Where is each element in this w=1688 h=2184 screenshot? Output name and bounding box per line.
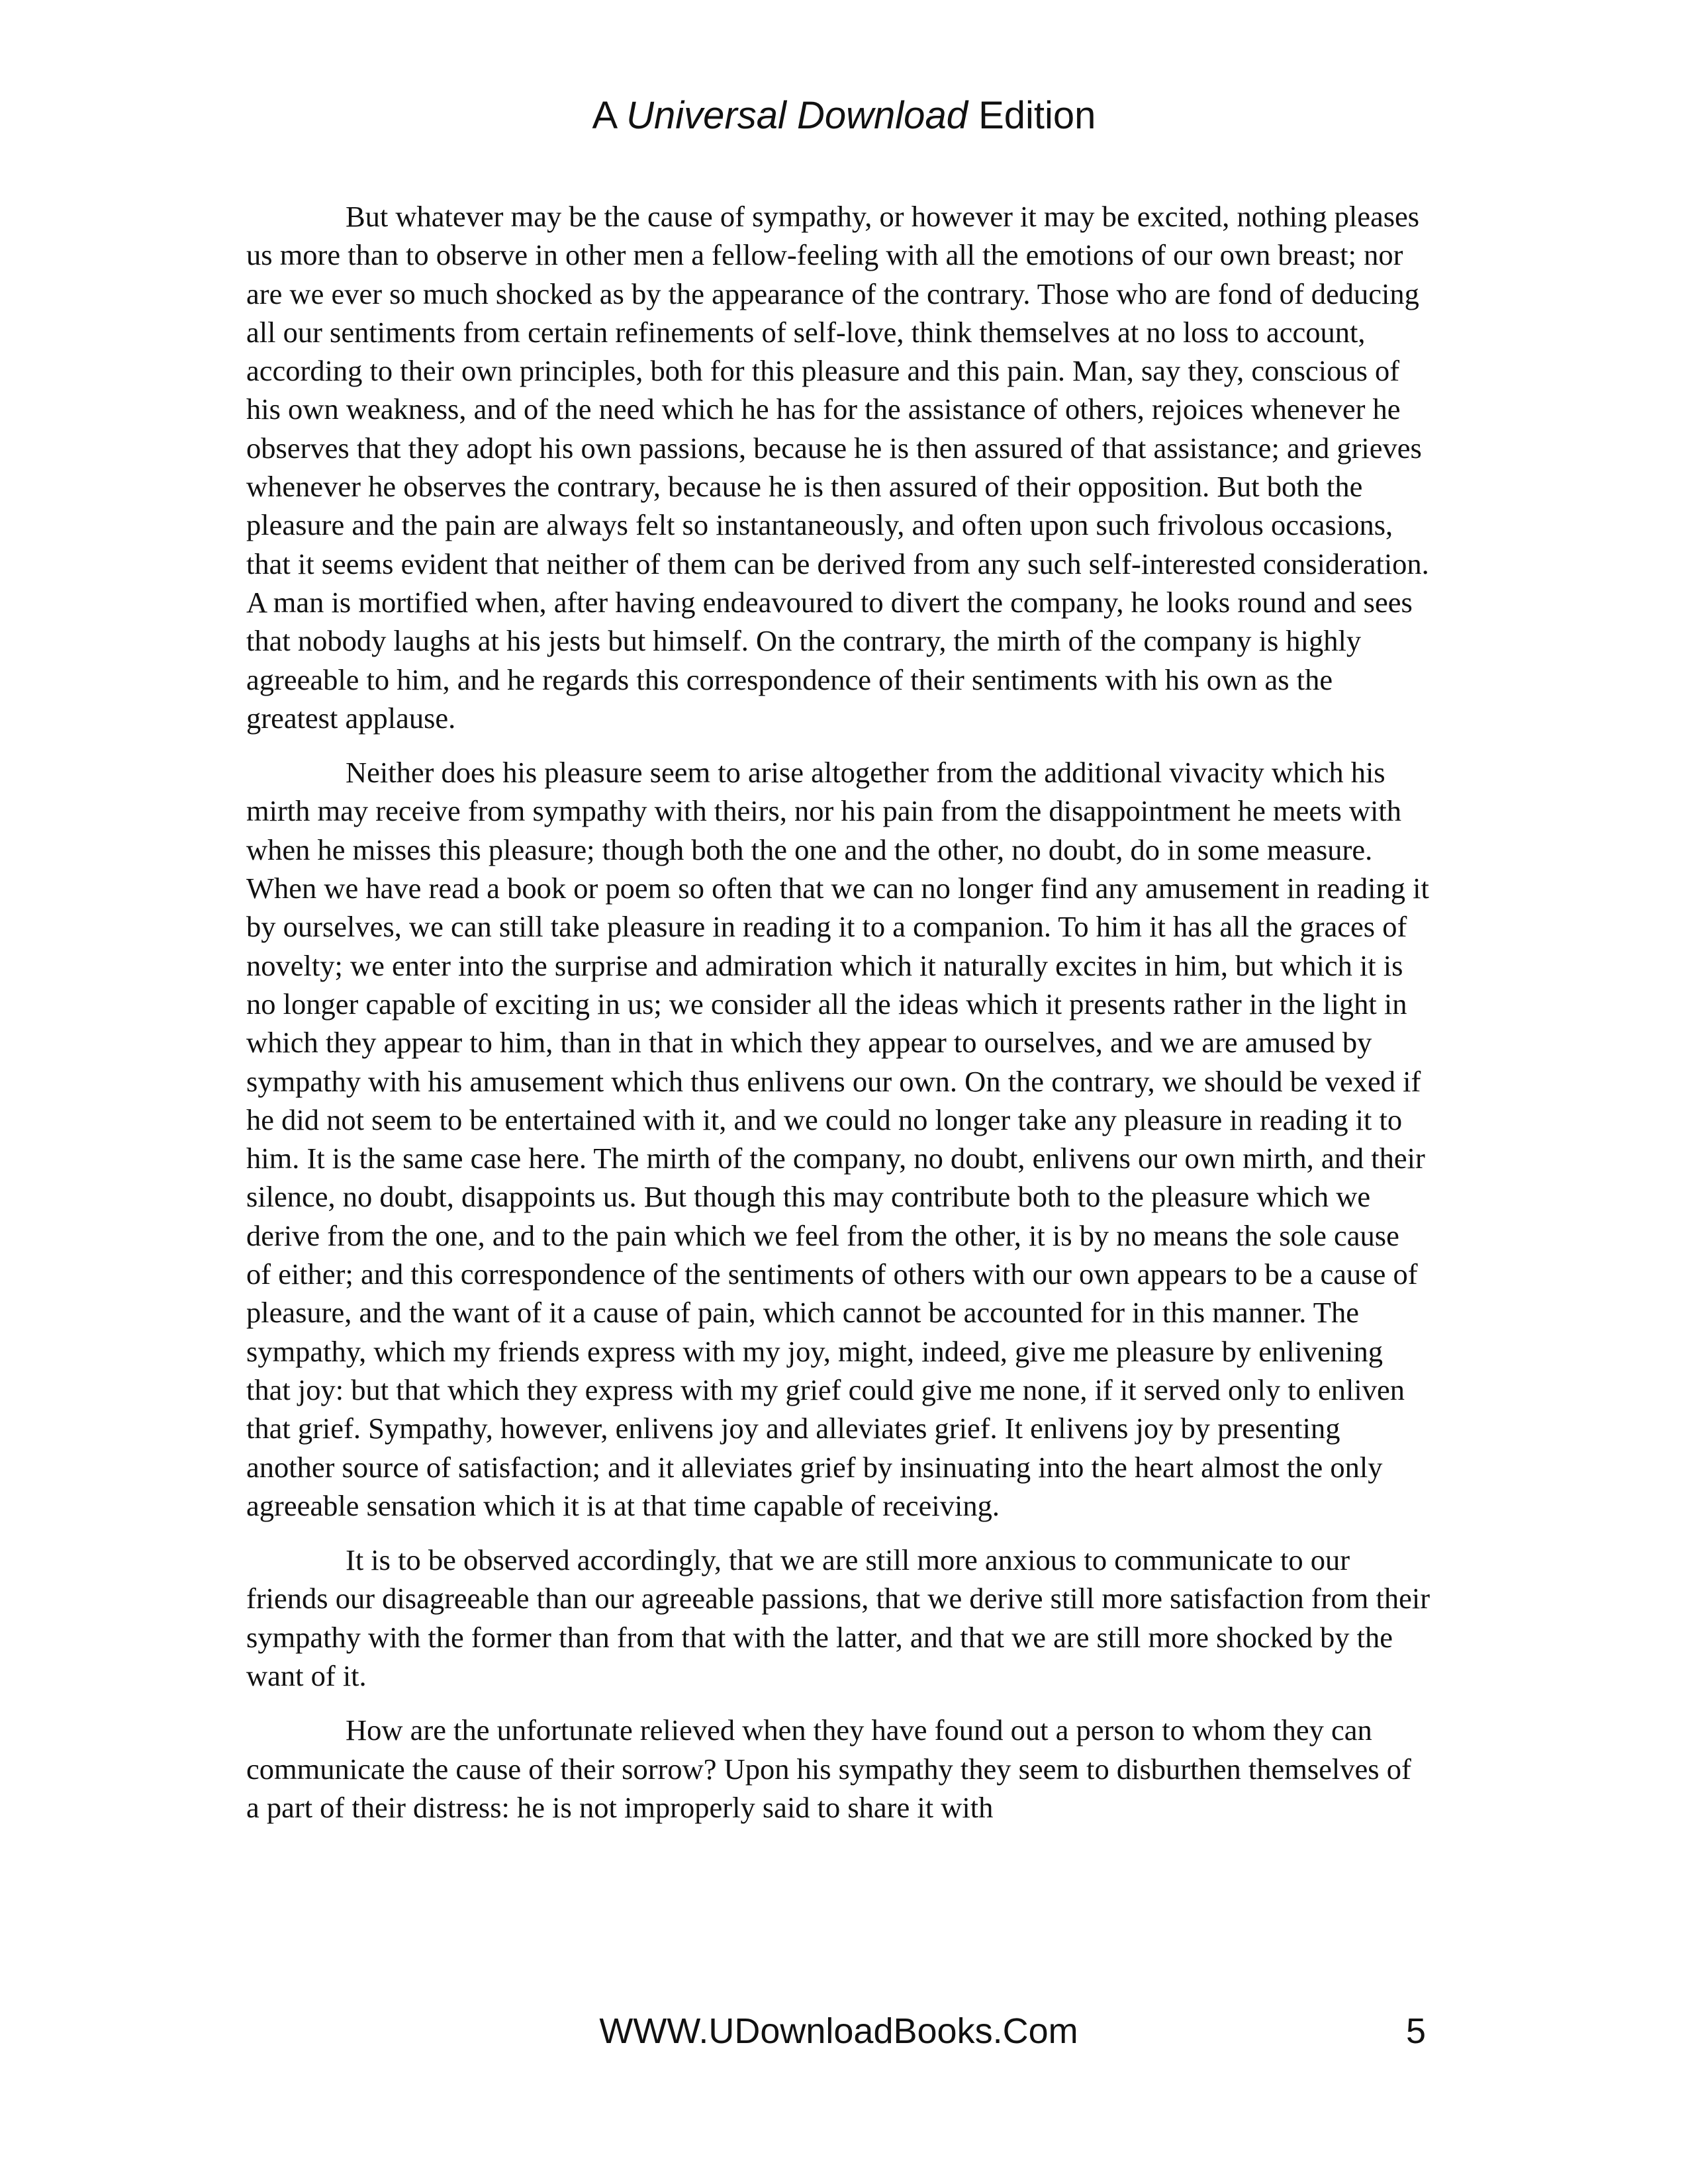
- paragraph-4: How are the unfortunate relieved when they have found out a person to whom they can communicate the cause of their sorrow? Upon his sympathy they seem to disburthen themselves of a part of their distress: he is not improperly said to share it with: [246, 1713, 1411, 1824]
- header-suffix: Edition: [967, 94, 1096, 137]
- header-prefix: A: [592, 94, 627, 137]
- paragraph-1: But whatever may be the cause of sympathy, or however it may be excited, nothing pleases us more than to observe in other men a fellow-feeling with all the emotions of our own breast; nor are we ever so much shocked as by the appearance of the contrary. Those who are fond of deducing all our sentiments from certain refinements of self-love, think themselves at no loss to account, according to their own principles, both for this pleasure and this pain. Man, say they, conscious of his own weakness, and of the need which he has for the assistance of others, rejoices whenever he observes that they adopt his own passions, because he is then assured of that assistance; and grieves whenever he observes the contrary, because he is then assured of their opposition. But both the pleasure and the pain are always felt so instantaneously, and often upon such frivolous occasions, that it seems evident that neither of them can be derived from any such self-interested consideration. A man is mortified when, after having endeavoured to divert the company, he looks round and sees that nobody laughs at his jests but himself. On the contrary, the mirth of the company is highly agreeable to him, and he regards this correspondence of their sentiments with his own as the greatest applause.: [246, 200, 1429, 735]
- header-title-italic: Universal Download: [626, 94, 968, 137]
- page-header: [0, 93, 1688, 139]
- page-number: 5: [1405, 2011, 1426, 2051]
- paragraph-2: Neither does his pleasure seem to arise altogether from the additional vivacity which his mirth may receive from sympathy with theirs, nor his pain from the disappointment he meets with when he misses this pleasure; though both the one and the other, no doubt, do in some measure. When we have read a book or poem so often that we can no longer find any amusement in reading it by ourselves, we can still take pleasure in reading it to a companion. To him it has all the graces of novelty; we enter into the surprise and admiration which it naturally excites in him, but which it is no longer capable of exciting in us; we consider all the ideas which it presents rather in the light in which they appear to him, than in that in which they appear to ourselves, and we are amused by sympathy with his amusement which thus enlivens our own. On the contrary, we should be vexed if he did not seem to be entertained with it, and we could no longer take any pleasure in reading it to him. It is the same case here. The mirth of the company, no doubt, enlivens our own mirth, and their silence, no doubt, disappoints us. But though this may contribute both to the pleasure which we derive from the one, and to the pain which we feel from the other, it is by no means the sole cause of either; and this correspondence of the sentiments of others with our own appears to be a cause of pleasure, and the want of it a cause of pain, which cannot be accounted for in this manner. The sympathy, which my friends express with my joy, might, indeed, give me pleasure by enlivening that joy: but that which they express with my grief could give me none, if it served only to enliven that grief. Sympathy, however, enlivens joy and alleviates grief. It enlivens joy by presenting another source of satisfaction; and it alleviates grief by insinuating into the heart almost the only agreeable sensation which it is at that time capable of receiving.: [246, 756, 1429, 1522]
- page-footer: [246, 2011, 1431, 2057]
- body-text: [246, 197, 1431, 1843]
- paragraph-3: It is to be observed accordingly, that we are still more anxious to communicate to our friends our disagreeable than our agreeable passions, that we derive still more satisfaction from their sympathy with the former than from that with the latter, and that we are still more shocked by the want of it.: [246, 1543, 1430, 1692]
- footer-site-url: WWW.UDownloadBooks.Com: [599, 2011, 1078, 2051]
